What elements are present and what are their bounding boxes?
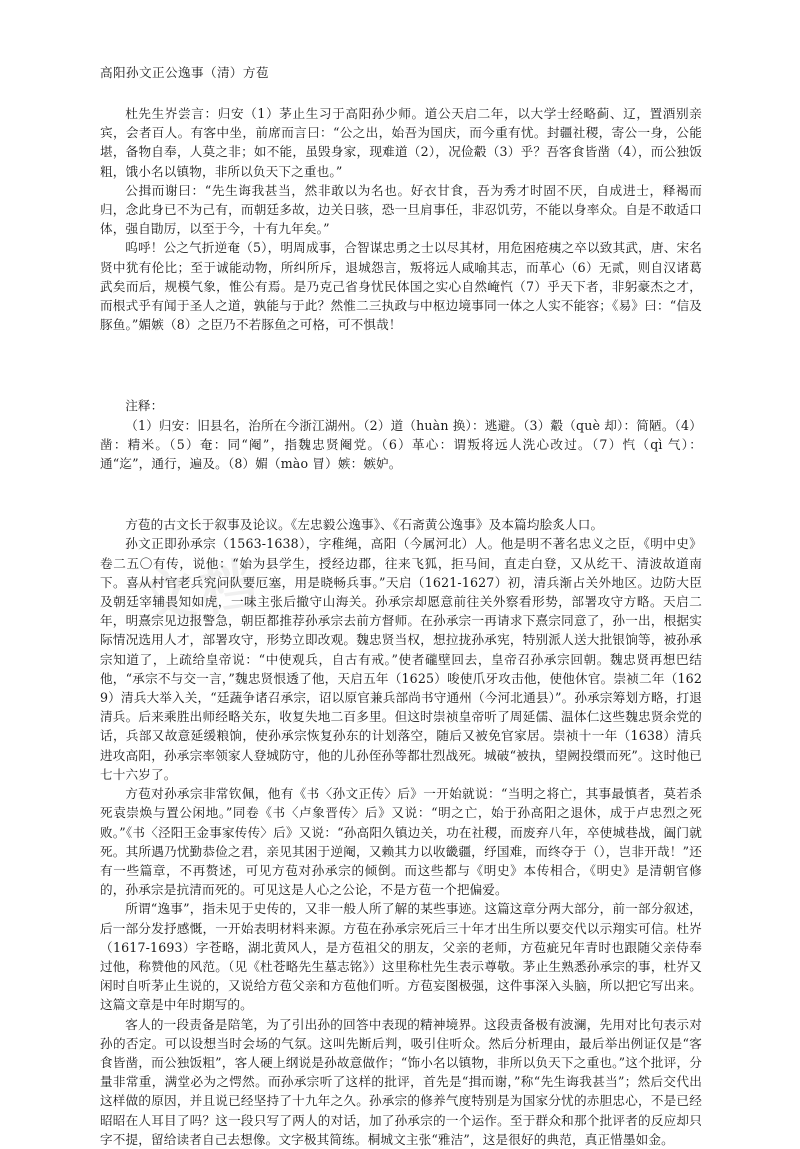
analysis-paragraph-2: 孙文正即孙承宗（1563-1638），字稚绳，高阳（今属河北）人。他是明不著名忠义之臣，《明中史》卷二五〇有传，说他：“始为县学生，授经边郡，往来飞狐，拒马间，直走白登，又从纥干、清波故道南下。喜从村官老兵究问队要厄塞，用是晓畅兵事。”天启（1621-1627）初，清兵渐占关外地区。边防大臣及朝廷宰辅畏知如虎，一味主张后撤守山海关。孙承宗却愿意前往关外察看形势，部署攻守方略。天启二年，明熹宗见边报警急，朝臣都推荐孙承宗去前方督师。在孙承宗一再请求下熹宗同意了，孙一出，根据实际情况选用人才，部署攻守，形势立即改观。魏忠贤当权，想拉拢孙承宪，特别派人送大批银饷等，被孙承宗知道了，上疏给皇帝说：“中使观兵，自古有戒。”使者礲壁回去，皇帝召孙承宗回朝。魏忠贤再想巴结他，“承宗不与交一言，”魏忠贤恨透了他，天启五年（1625）唆使爪牙攻击他，使他休官。崇祯二年（1629）清兵大举入关，“廷蔬争诸召承宗，诏以原官兼兵部尚书守通州（今河北通县）”。孙承宗筹划方略，打退清兵。后来乘胜出师经略关东，收复失地二百多里。但这时崇祯皇帝听了周延儒、温体仁这些魏忠贤余党的话，兵部又故意延缓粮饷，使孙承宗恢复孙东的计划落空，随后又被免官家居。崇祯十一年（1638）清兵进攻高阳，孙承宗率领家人登城防守，他的儿孙侄孙等都壮烈战死。城破“被执，望阙投缳而死”。这时他已七十六岁了。 <box>100 536 702 782</box>
notes-body <box>100 416 702 474</box>
body-paragraph-3: 呜呼！公之气折逆奄（5），明周成事，合智谋忠勇之士以尽其材，用危困疮痍之卒以致其武，唐、宋名贤中犹有伦比；至于诚能动物，所纠所斥，退城怨言，叛将远人咸喻其志，而革心（6）无贰，则自汉诸葛武矣而后，规模气象，惟公有焉。是乃克己省身忧民体国之实心自然崦忾（7）乎天下者，非躬豪杰之才，而根式乎有闻于圣人之道，孰能与于此？然惟二三执政与中枢边境事同一体之人实不能容；《易》曰：“信及豚鱼。”媚嫉（8）之臣乃不若豚鱼之可格，可不惧哉！ <box>100 240 702 333</box>
watermark-text: 文档 <box>132 549 266 634</box>
analysis-paragraph-5: 客人的一段责备是陪笔，为了引出孙的回答中表现的精神境界。这段责备极有波澜，先用对比句表示对孙的否定。可以设想当时会场的气氛。这叫先断后判，吸引住听众。然后分析理由，最后举出例证仅是“客食皆凿，而公独饭粗”，客人硬上纲说是孙故意做作；“饰小名以镇物，非所以负天下之重也。”这个批评，分量非常重，满堂必为之愕然。而孙承宗听了这样的批评，首先是“揖而谢，”称“先生诲我甚当”；然后交代出这样做的原因，并且说已经坚持了十九年之久。孙承宗的修养气度特别是为国家分忧的赤胆忠心，不是已经昭昭在人耳目了吗？这一段只写了两人的对话，加了孙承宗的一个运作。至于群众和那个批评者的反应却只字不提，留给读者自己去想像。文字极其简练。桐城文主张“雅洁”，这是很好的典范，真正惜墨如金。 <box>100 1016 702 1147</box>
page-title: 高阳孙文正公逸事（清）方苞 <box>100 65 269 80</box>
notes-heading: 注释： <box>125 398 164 414</box>
analysis-paragraph-1: 方苞的古文长于叙事及论议。《左忠毅公逸事》、《石斋黄公逸事》及本篇均脍炙人口。 <box>125 517 604 533</box>
spacer-after-notes <box>100 473 702 515</box>
spacer-after-body <box>100 334 702 396</box>
body-paragraph-2: 公揖而谢曰：“先生诲我甚当，然非敢以为名也。好衣甘食，吾为秀才时固不厌，自成进士，释褐而归，念此身已不为己有，而朝廷多故，边关日骇，恐一旦肩事任，非忍饥劳，不能以身率众。自是不敢适口体，强自勖厉，以至于今，十有九年矣。” <box>100 182 702 237</box>
analysis-paragraph-4: 所谓“逸事”，指未见于史传的，又非一般人所了解的某些事迹。这篇这章分两大部分，前一部分叙述，后一部分发抒感慨，一开始表明材料来源。方苞在孙承宗死后三十年才出生所以要交代以示翔实可信。杜岕（1617-1693）字苍略，湖北黄风人，是方苞祖父的朋友，父亲的老师，方苞疵兄年青时也跟随父亲侍奉过他，称赞他的风范。（见《杜苍略先生墓志铭》）这里称杜先生表示尊敬。茅止生熟悉孙承宗的事，杜岕又闲时自听茅止生说的，又说给方苞父亲和方苞他们听。方苞妄图极强，这件事深入头脑，所以把它写出来。这篇文章是中年时期写的。 <box>100 901 702 1013</box>
body-paragraph-1: 杜先生岕尝言：归安（1）茅止生习于高阳孙少师。道公天启二年，以大学士经略蓟、辽，置酒别亲宾，会者百人。有客中坐，前席而言曰：“公之出，始吾为国庆，而今重有忧。封疆社稷，寄公一身，公能堪，备物自奉，人莫之非；如不能，虽毁身家，现难道（2），况俭觳（3）乎？吾客食皆凿（4），而公独饭粗，饿小名以镇物，非所以负天下之重也。” <box>100 106 702 179</box>
note-line-1: （1）归安：旧县名，治所在今浙江湖州。（2）道（huàn 换）：逃避。（3）觳（què 却）：简陋。（4）凿：精米。（5）奄：同“阉”，指魏忠贤阉党。（6）革心：谓叛将远人洗心改过。（7）忾（qì 气）：通“迄”，通行，遍及。（8）媚（mào 冒）嫉：嫉妒。 <box>100 417 702 472</box>
analysis-paragraph-3: 方苞对孙承宗非常钦佩，他有《书〈孙文正传〉后》一开始就说：“当明之将亡，其事最慎者，莫若杀死袁崇焕与置公闲地。”同卷《书〈卢象晋传〉后》又说：“明之亡，始于孙高阳之退休，成于卢忠烈之死败。”《书〈泾阳王金事家传传〉后》又说：“孙高阳久镇边关，功在社稷，而废弃八年，卒使城巷战，阖门就死。其所遇乃忧勤恭俭之君，亲见其困于逆阉，又赖其力以收畿疆，纾国难，而终夺于（），岂非开哉！”还有一些篇章，不再赘述，可见方苞对孙承宗的倾倒。而这些都与《明史》本传相合，《明史》是清朝官修的，孙承宗是抗清而死的。可见这是人心之公论，不是方苞一个把偏爱。 <box>100 786 702 898</box>
document-content <box>100 62 702 1149</box>
